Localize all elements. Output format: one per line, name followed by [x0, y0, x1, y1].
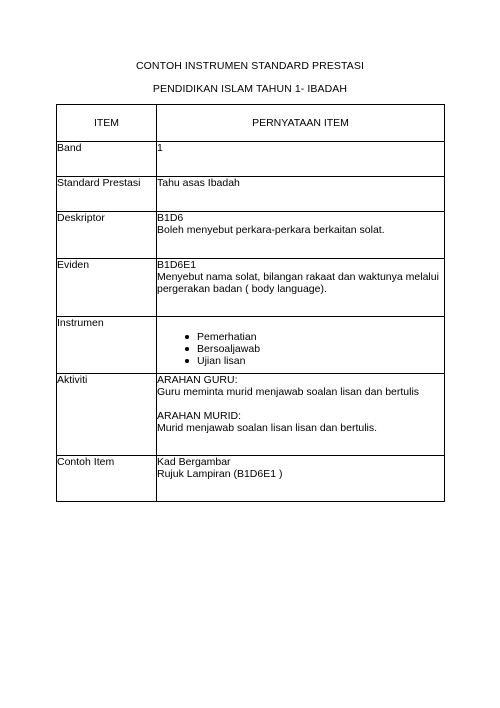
row-deskriptor — [57, 212, 445, 259]
band-value: 1 — [157, 142, 445, 177]
document-title: CONTOH INSTRUMEN STANDARD PRESTASI — [135, 60, 364, 72]
header-item: ITEM — [57, 105, 157, 142]
deskriptor-value — [157, 212, 445, 259]
aktiviti-label: Aktiviti — [57, 374, 157, 456]
list-item: Pemerhatian — [185, 331, 444, 343]
standard-value: Tahu asas Ibadah — [157, 177, 445, 212]
row-instrumen — [57, 317, 445, 374]
row-band — [57, 142, 445, 177]
band-label: Band — [57, 142, 157, 177]
header-pernyataan: PERNYATAAN ITEM — [157, 105, 445, 142]
contoh-line2: Rujuk Lampiran (B1D6E1 ) — [157, 468, 283, 480]
arahan-murid-text: Murid menjawab soalan lisan lisan dan bertulis. — [157, 422, 378, 434]
arahan-guru-text: Guru meminta murid menjawab soalan lisan dan bertulis — [157, 386, 420, 398]
eviden-label: Eviden — [57, 259, 157, 317]
list-item: Bersoaljawab — [185, 343, 444, 355]
arahan-guru-heading: ARAHAN GURU: — [157, 374, 238, 386]
deskriptor-text: Boleh menyebut perkara-perkara berkaitan solat. — [157, 224, 385, 236]
table-header-row — [57, 105, 445, 142]
eviden-text-line1: Menyebut nama solat, bilangan rakaat dan waktunya melalui — [157, 271, 439, 283]
eviden-text-line2: pergerakan badan ( body language). — [157, 283, 327, 295]
contoh-line1: Kad Bergambar — [157, 456, 231, 468]
eviden-code: B1D6E1 — [157, 259, 197, 271]
contoh-value — [157, 456, 445, 502]
instrument-table — [56, 104, 445, 502]
row-standard — [57, 177, 445, 212]
document-subtitle: PENDIDIKAN ISLAM TAHUN 1- IBADAH — [152, 83, 348, 95]
instrumen-value — [157, 317, 445, 374]
instrumen-list — [157, 331, 444, 367]
deskriptor-label: Deskriptor — [57, 212, 157, 259]
eviden-value — [157, 259, 445, 317]
deskriptor-code: B1D6 — [157, 212, 184, 224]
arahan-murid-heading: ARAHAN MURID: — [157, 410, 242, 422]
row-contoh — [57, 456, 445, 502]
row-eviden — [57, 259, 445, 317]
standard-label: Standard Prestasi — [57, 177, 157, 212]
list-item: Ujian lisan — [185, 355, 444, 367]
instrumen-label: Instrumen — [57, 317, 157, 374]
contoh-label: Contoh Item — [57, 456, 157, 502]
row-aktiviti — [57, 374, 445, 456]
aktiviti-value — [157, 374, 445, 456]
